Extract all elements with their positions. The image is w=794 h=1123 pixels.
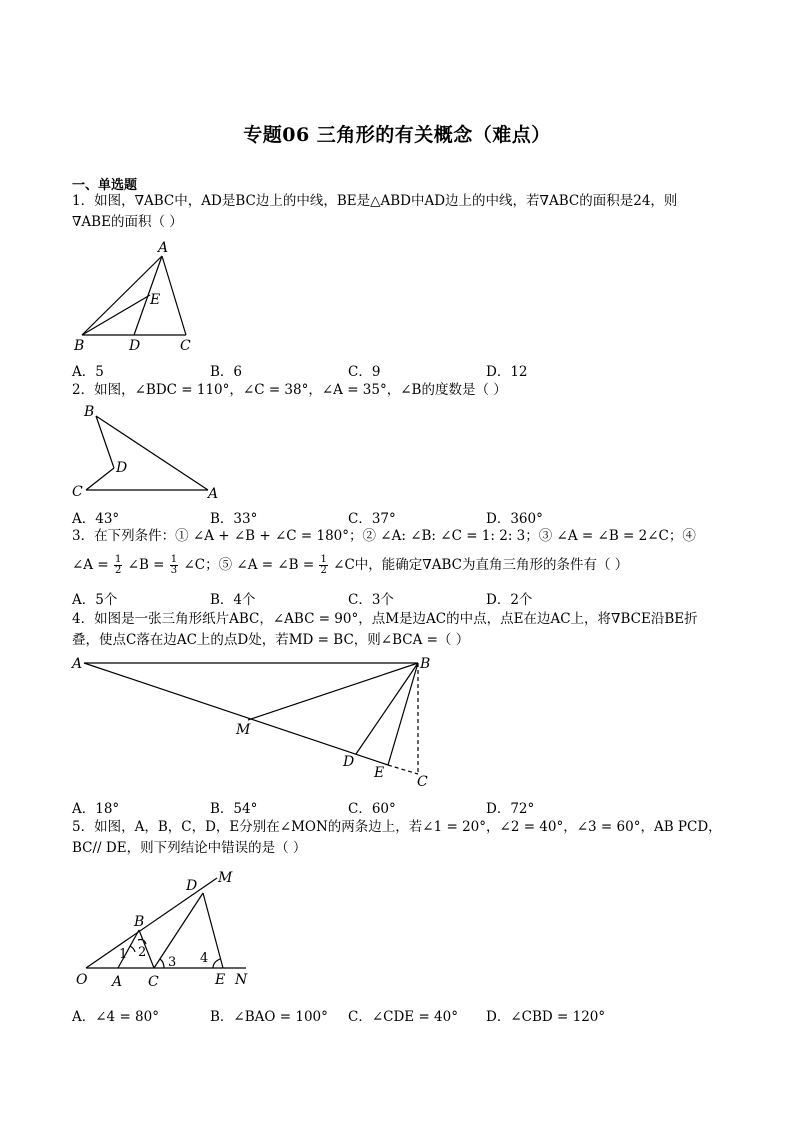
q4-option-c[interactable]: C．60° [348,801,396,817]
q5-option-b[interactable]: B．∠BAO = 100° [210,1009,328,1025]
q3-fraction-2-numerator: 1 [170,554,178,565]
q4-label-m: M [236,722,251,738]
q3-line2-part-d: ∠C中，能确定∇ABC为直角三角形的条件有（ ） [333,557,629,573]
q1-text-line1: 1．如图，∇ABC中，AD是BC边上的中线，BE是△ABD中AD边上的中线，若∇ABC的面积是24，则 [72,193,678,209]
q5-label-d: D [186,878,198,894]
q5-angle-arc-3 [160,959,164,968]
q5-label-b: B [134,914,145,930]
q5-label-c: C [148,974,159,990]
q5-angle-figure [72,862,262,992]
q1-text-line2: ∇ABE的面积（ ） [72,214,183,230]
q4-segment-ae [84,663,388,765]
q2-segment-bd [96,416,114,468]
q5-label-o: O [76,972,88,988]
q5-label-3: 3 [168,955,177,970]
q3-line2-part-b: ∠B = [127,557,165,573]
q2-option-b[interactable]: B．33° [210,511,258,527]
q2-segment-dc [86,468,114,490]
q2-label-a: A [208,486,219,502]
q2-option-a[interactable]: A．43° [72,511,120,527]
q4-segment-mb [248,663,418,720]
q2-label-c: C [72,484,83,500]
q1-label-c: C [180,338,191,354]
q3-text-line2 [72,555,628,576]
q4-text-line1: 4．如图是一张三角形纸片ABC，∠ABC = 90°，点M是边AC的中点，点E在边AC上，将∇BCE沿BE折 [72,611,698,627]
q5-label-e: E [215,972,226,988]
q3-text-line1: 3．在下列条件：① ∠A + ∠B + ∠C = 180°；② ∠A: ∠B: ∠C = 1: 2: 3；③ ∠A = ∠B = 2∠C；④ [72,528,696,544]
q4-option-a[interactable]: A．18° [72,801,120,817]
q1-label-d: D [129,338,141,354]
q5-label-m: M [218,870,233,886]
q5-angle-arc-1 [130,946,135,952]
q1-option-b[interactable]: B．6 [210,364,243,380]
q3-option-d[interactable]: D．2个 [486,592,533,608]
q5-option-c[interactable]: C．∠CDE = 40° [348,1009,458,1025]
q1-segment-ac [162,256,186,335]
q3-fraction-1 [114,555,122,576]
q2-options [72,507,712,525]
section-heading: 一、单选题 [72,178,138,193]
q2-label-d: D [116,460,128,476]
q1-option-a[interactable]: A．5 [72,364,104,380]
q1-option-c[interactable]: C．9 [348,364,381,380]
q3-option-a[interactable]: A．5个 [72,592,118,608]
q5-option-d[interactable]: D．∠CBD = 120° [486,1009,606,1025]
q3-fraction-3 [319,555,327,576]
q3-option-b[interactable]: B．4个 [210,592,256,608]
q5-option-a[interactable]: A．∠4 = 80° [72,1009,159,1025]
q1-label-e: E [150,292,161,308]
q4-segment-ec-dashed [388,765,418,774]
q5-label-1: 1 [119,947,128,962]
q4-label-e: E [374,765,385,781]
q4-label-c: C [417,774,428,790]
q4-option-b[interactable]: B．54° [210,801,258,817]
q4-options [72,797,712,815]
q3-line2-part-a: ∠A = [72,557,109,573]
q1-triangle-figure [72,238,202,356]
q3-fraction-3-denominator: 2 [320,565,327,576]
q5-angle-arc-4 [213,959,220,968]
q4-label-a: A [72,656,83,672]
q4-segment-eb [388,663,418,765]
q5-options [72,1005,712,1023]
q2-quadrilateral-figure [72,400,232,502]
q3-line2-part-c: ∠C；⑤ ∠A = ∠B = [183,557,315,573]
q3-fraction-1-numerator: 1 [114,554,122,565]
q2-option-c[interactable]: C．37° [348,511,396,527]
q3-fraction-1-denominator: 2 [114,565,122,576]
q3-fraction-2 [170,555,178,576]
q4-folded-triangle-figure [66,652,446,790]
q5-label-2: 2 [138,945,147,960]
q3-fraction-2-denominator: 3 [170,565,178,576]
q4-segment-db [356,663,418,754]
q2-option-d[interactable]: D．360° [486,511,543,527]
q5-label-4: 4 [200,951,209,966]
q5-text-line1: 5．如图，A，B，C，D，E分别在∠MON的两条边上，若∠1 = 20°，∠2 = 40°，∠3 = 60°，AB PCD， [72,819,722,835]
page-title: 专题06 三角形的有关概念（难点） [243,124,551,146]
q1-option-d[interactable]: D．12 [486,364,528,380]
q2-label-b: B [84,404,95,420]
q2-segment-ba [96,416,208,490]
q3-option-c[interactable]: C．3个 [348,592,394,608]
q3-fraction-3-numerator: 1 [320,554,327,565]
q5-label-a: A [112,974,123,990]
q4-label-d: D [343,754,355,770]
q4-label-b: B [420,656,431,672]
q5-text-line2: BC// DE，则下列结论中错误的是（ ） [72,840,307,856]
q2-text-line1: 2．如图，∠BDC = 110°，∠C = 38°，∠A = 35°，∠B的度数是（ ） [72,382,507,398]
q1-options [72,360,712,378]
q5-label-n: N [235,972,248,988]
q4-text-line2: 叠，使点C落在边AC上的点D处，若MD = BC，则∠BCA =（ ） [72,632,470,648]
q1-label-a: A [158,240,169,256]
q3-options [72,588,712,606]
q1-label-b: B [74,338,85,354]
q4-option-d[interactable]: D．72° [486,801,535,817]
q5-ray-om [86,878,217,968]
